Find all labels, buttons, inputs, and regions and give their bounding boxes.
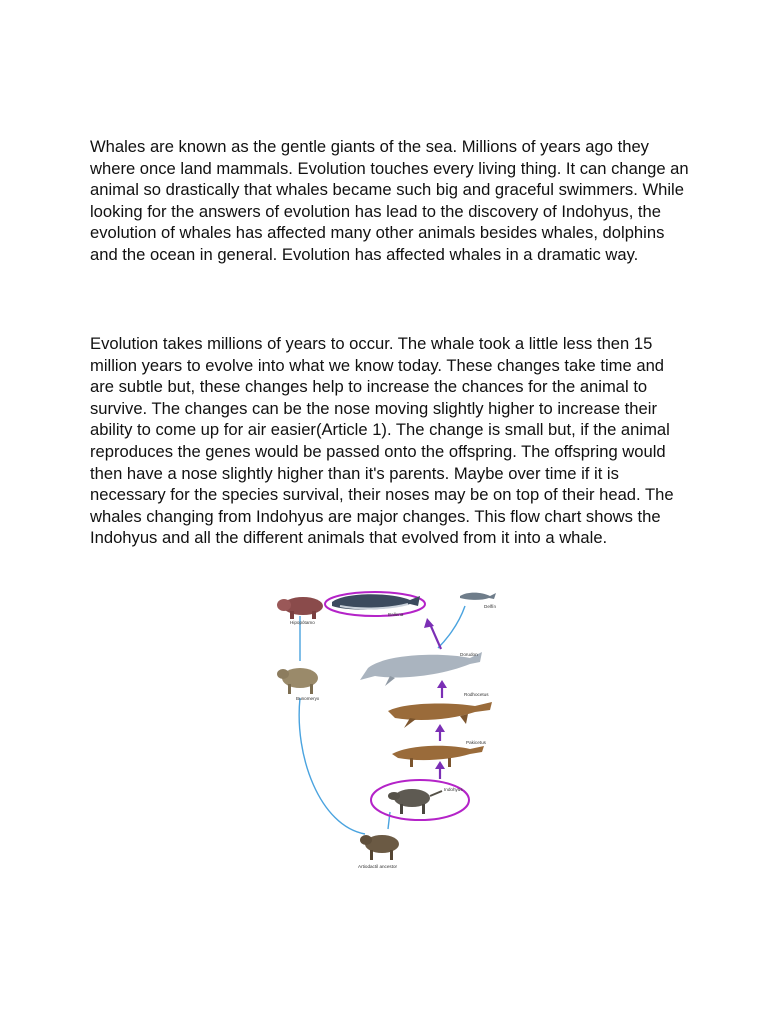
hippo-label: Hipopótamo [290,620,315,625]
evolution-paragraph: Evolution takes millions of years to occur. The whale took a little less then 15 million years to evolve into what we know today. These changes take time and are subtle but, these changes help to increase the chances for the animal to survive. The changes can be the nose moving slightly higher to increase their ability to come up for air easier(Article 1). The change is small but, if the animal reproduces the genes would be passed onto the offspring. The offspring would then have a nose slightly higher than it's parents. Maybe over time if it is necessary for the species survival, their noses may be on top of their head. The whales changing from Indohyus are major changes. This flow chart shows the Indohyus and all the different animals that evolved from it into a whale. [90,334,674,548]
intro-paragraph: Whales are known as the gentle giants of the sea. Millions of years ago they where once land mammals. Evolution touches every living thing. It can change an animal so drastically that whales became such big and graceful swimmers. While looking for the answers of evolution has lead to the discovery of Indohyus, the evolution of whales has affected many other animals besides whales, dolphins and the ocean in general. Evolution has affected whales in a dramatic way. [90,137,689,264]
rodhocetus-label: Rodhocetus [464,692,489,697]
delfin-image [460,593,496,600]
pakicetus-label: Pakicetus [466,740,486,745]
ballena-label: Ballena [388,612,404,617]
ancestor-image [360,835,399,860]
arrow-head-pakicetus [435,761,445,769]
branch-lines [299,606,465,834]
pakicetus-image [392,746,484,767]
bunomeryx-image [277,668,318,694]
dorudon-label: Dorudon [460,652,478,657]
indohyus-image [388,789,442,814]
delfin-branch-line [438,606,465,648]
arrow-head-rodhocetus [435,724,445,732]
ancestor-label: Artiodactil ancestor [358,864,398,869]
hippo-image [277,597,323,619]
bunomeryx-branch-line [299,698,365,834]
arrow-head-dorudon [437,680,447,688]
bunomeryx-label: Bunomeryx [296,696,320,701]
arrow-to-ballena [430,624,441,649]
indohyus-label: Indohyus [444,787,463,792]
whale-evolution-chart [270,586,520,872]
delfin-label: Delfín [484,604,497,609]
dorudon-image [360,652,482,686]
arrow-head-ballena [424,618,434,628]
ballena-image [332,594,420,609]
